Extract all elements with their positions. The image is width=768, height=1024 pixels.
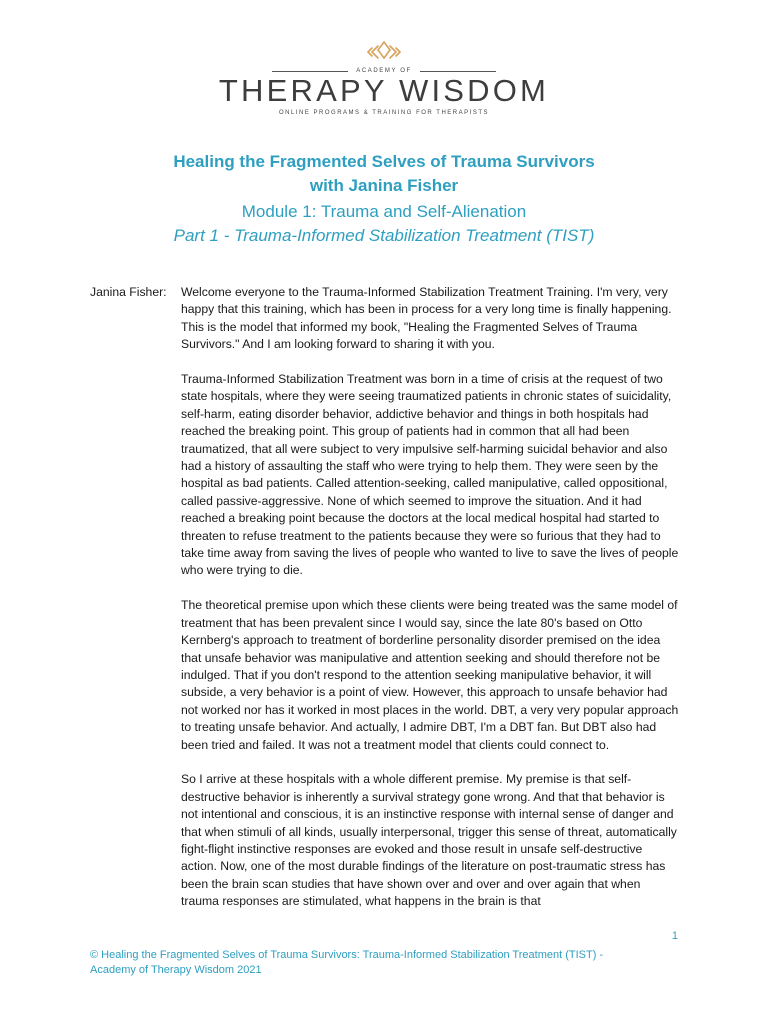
part-title: Part 1 - Trauma-Informed Stabilization Treatment (TIST) (173, 226, 595, 245)
title-line-1: Healing the Fragmented Selves of Trauma Survivors (173, 152, 595, 171)
footer-copyright: © Healing the Fragmented Selves of Trauma Survivors: Trauma-Informed Stabilization Treatment (TIST) - Academy of Therapy Wisdom 2021 (90, 949, 604, 976)
speaker-label: Janina Fisher: (90, 285, 167, 299)
logo-wordmark: THERAPY WISDOM (218, 73, 550, 108)
title-line-2: with Janina Fisher (309, 176, 459, 195)
transcript-paragraph: Welcome everyone to the Trauma-Informed Stabilization Treatment Training. I'm very, very happy that this training, which has been in process for a very long time is finally happening. This is the model that informed my book, "Healing the Fragmented Selves of Trauma Survivors." And I am looking forward to sharing it with you. (181, 285, 672, 352)
logo-divider-left (272, 71, 348, 72)
logo-academy-of: ACADEMY OF (356, 68, 412, 74)
module-title: Module 1: Trauma and Self-Alienation (241, 202, 527, 221)
lotus-logo-icon (366, 40, 402, 62)
page-number: 1 (671, 930, 678, 942)
transcript-paragraph: So I arrive at these hospitals with a whole different premise. My premise is that self-destructive behavior is inherently a survival strategy gone wrong. And that that behavior is not intentional and conscious, it is an instinctive response with internal sense of danger and that when stimuli of all kinds, usually interpersonal, trigger this sense of threat, automatically fight-flight instinctive responses are evoked and those result in unsafe self-destructive action. Now, one of the most durable findings of the literature on post-traumatic stress has been the brain scan studies that have shown over and over and over again that when trauma responses are stimulated, what happens in the brain is that (181, 772, 677, 909)
logo-tagline: ONLINE PROGRAMS & TRAINING FOR THERAPISTS (279, 110, 489, 116)
transcript-paragraph: Trauma-Informed Stabilization Treatment was born in a time of crisis at the request of two state hospitals, where they were seeing traumatized patients in chronic states of suicidality, self-harm, eating disorder behavior, addictive behavior and things in both hospitals had reached the breaking point. This group of patients had in common that all had been traumatized, that all were subject to very impulsive self-harming suicidal behavior and also had a history of assaulting the staff who were trying to help them. They were seen by the hospital as bad patients. Called attention-seeking, called manipulative, called oppositional, called passive-aggressive. None of which seemed to improve the situation. And it had reached a breaking point because the doctors at the local medical hospital had started to threaten to refuse treatment to the patients because they were so furious that they had to take time away from saving the lives of people who wanted to live to save the lives of people who were trying to die. (181, 372, 679, 578)
logo-divider-right (420, 71, 496, 72)
document-header (0, 40, 768, 116)
transcript-paragraph: The theoretical premise upon which these clients were being treated was the same model of treatment that has been prevalent since I would say, since the late 80's based on Otto Kernberg's approach to treatment of borderline personality disorder premised on the idea that unsafe behavior was manipulative and attention seeking and should therefore not be indulged. That if you don't respond to the attention seeking manipulative behavior, it will subside, a very behavior is a point of view. However, this approach to unsafe behavior had not worked nor has it worked in most places in the world. DBT, a very very popular approach to treating unsafe behavior. And actually, I admire DBT, I'm a DBT fan. But DBT also had been tried and failed. It was not a treatment model that clients could connect to. (181, 598, 679, 752)
transcript-body (181, 284, 679, 928)
document-titles (0, 150, 768, 248)
